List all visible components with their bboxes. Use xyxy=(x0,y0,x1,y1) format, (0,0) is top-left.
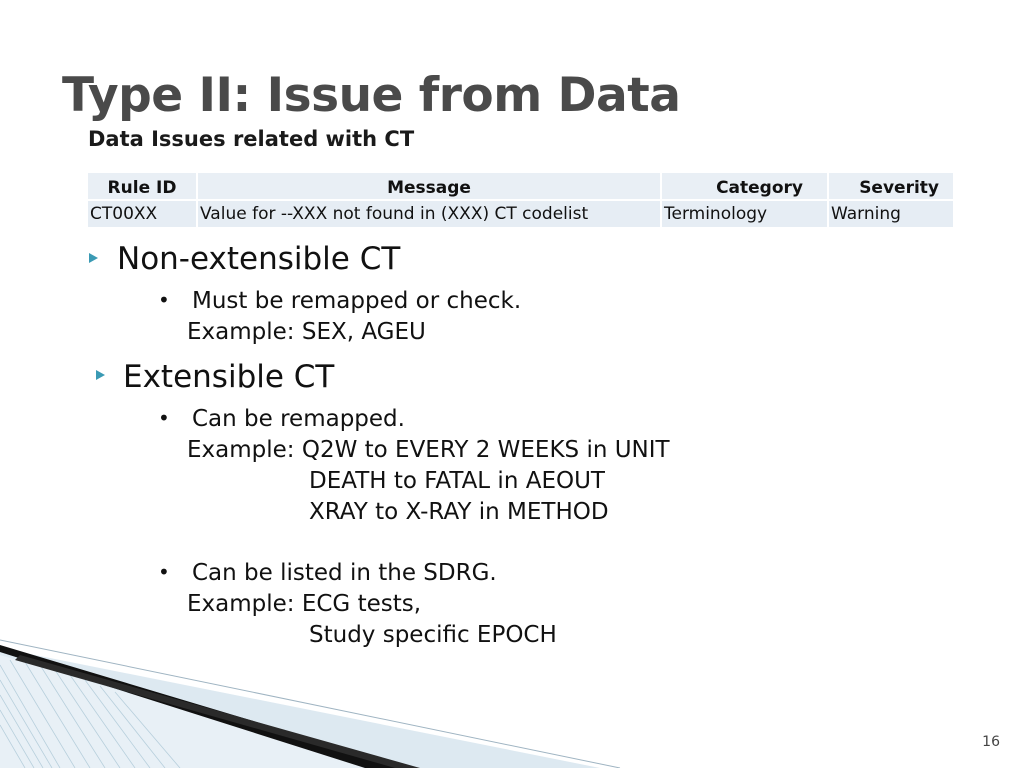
page-number: 16 xyxy=(982,734,1000,750)
cell-rule-id: CT00XX xyxy=(88,200,197,228)
dot-bullet-icon: • xyxy=(158,406,170,430)
rules-table xyxy=(88,173,955,229)
arrow-bullet-icon xyxy=(96,370,105,380)
heading-non-extensible: Non-extensible CT xyxy=(117,241,401,277)
example-sdrg-line2: Study specific EPOCH xyxy=(309,622,557,648)
heading-extensible: Extensible CT xyxy=(123,359,335,395)
cell-message: Value for --XXX not found in (XXX) CT codelist xyxy=(197,200,661,228)
header-rule-id: Rule ID xyxy=(88,173,197,200)
header-message: Message xyxy=(197,173,661,200)
arrow-bullet-icon xyxy=(89,253,98,263)
slide-subtitle: Data Issues related with CT xyxy=(88,127,415,151)
example-sdrg-line1: Example: ECG tests, xyxy=(187,591,422,617)
table-header-row xyxy=(88,173,954,200)
example-extensible-line1: Example: Q2W to EVERY 2 WEEKS in UNIT xyxy=(187,437,670,463)
cell-severity: Warning xyxy=(828,200,954,228)
bullet-can-be-remapped: Can be remapped. xyxy=(192,406,405,432)
example-non-extensible: Example: SEX, AGEU xyxy=(187,319,426,345)
table-row xyxy=(88,200,954,228)
cell-category: Terminology xyxy=(661,200,828,228)
example-extensible-line2: DEATH to FATAL in AEOUT xyxy=(309,468,605,494)
slide-title: Type II: Issue from Data xyxy=(62,68,681,123)
example-extensible-line3: XRAY to X-RAY in METHOD xyxy=(309,499,609,525)
dot-bullet-icon: • xyxy=(158,288,170,312)
dot-bullet-icon: • xyxy=(158,560,170,584)
header-category: Category xyxy=(661,173,828,200)
bullet-can-be-listed: Can be listed in the SDRG. xyxy=(192,560,497,586)
header-severity: Severity xyxy=(828,173,954,200)
bullet-must-be-remapped: Must be remapped or check. xyxy=(192,288,522,314)
